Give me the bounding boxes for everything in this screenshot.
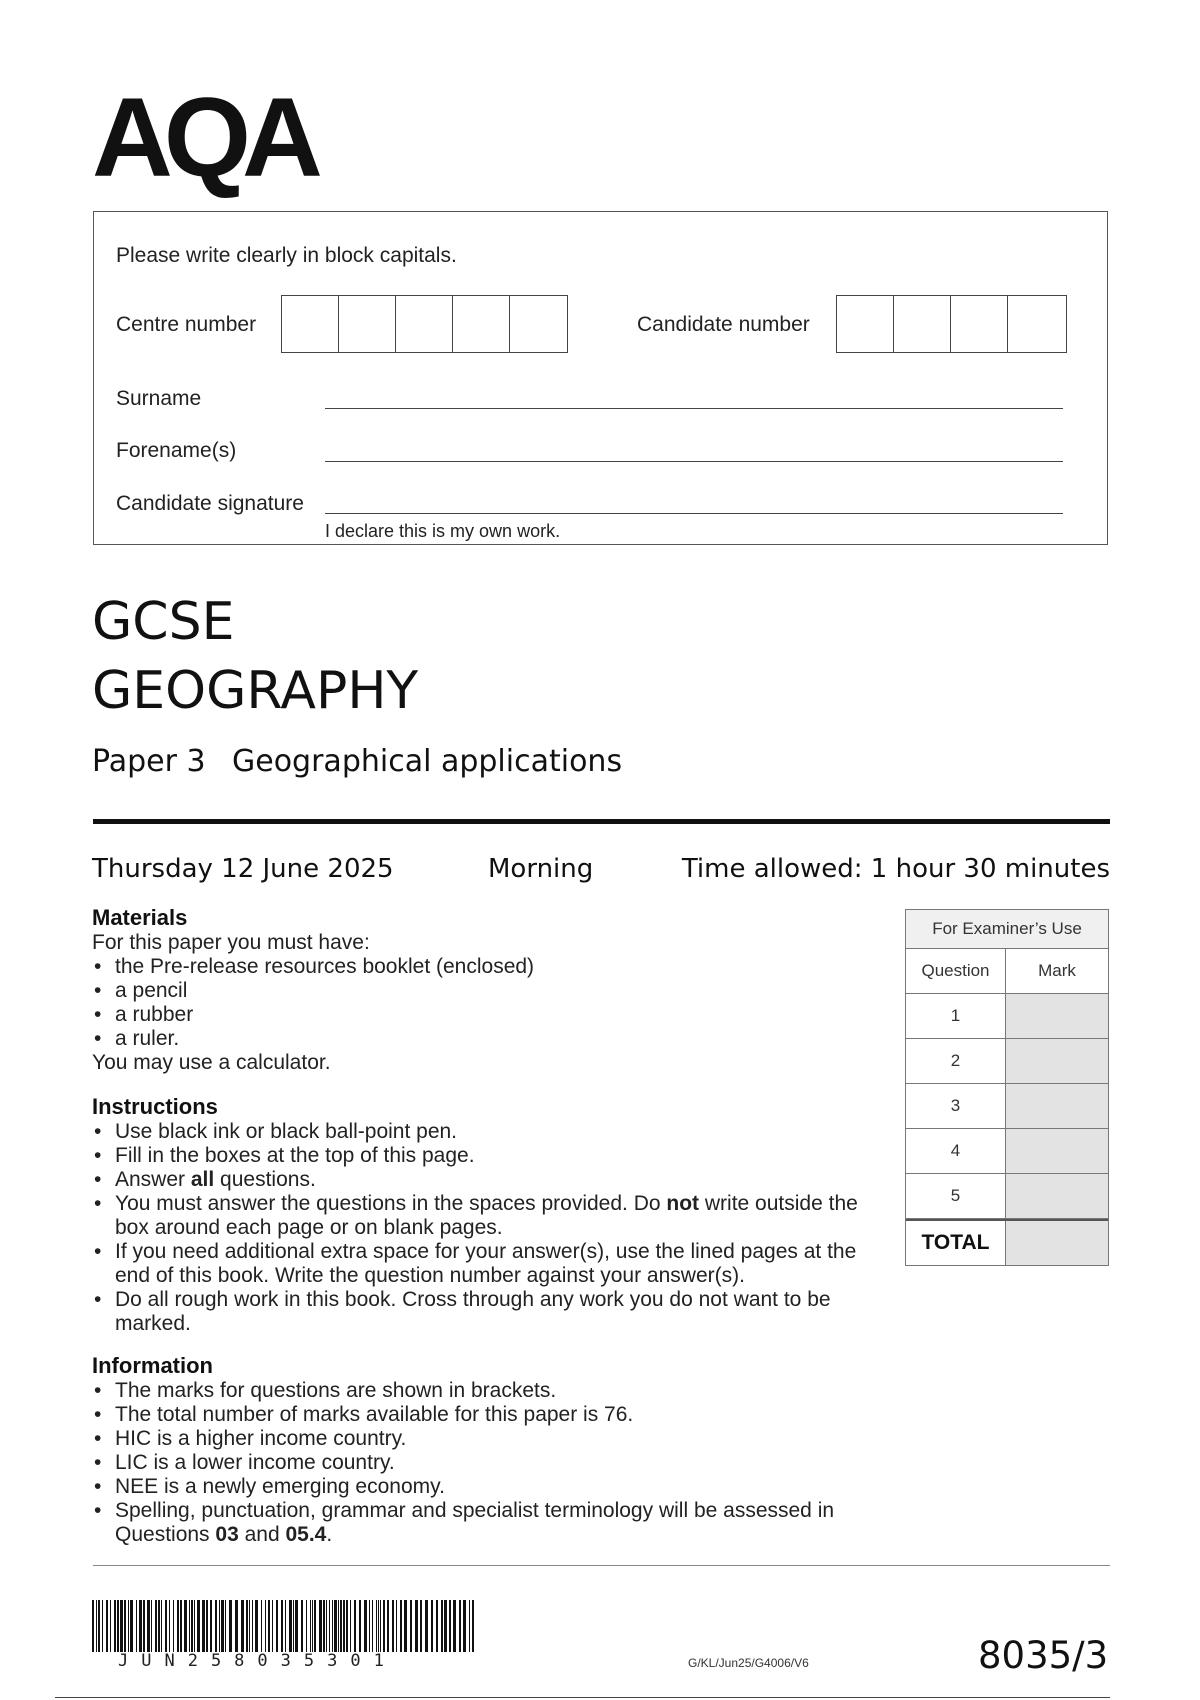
barcode-bar: [106, 1600, 108, 1652]
barcode-bar: [92, 1600, 94, 1652]
barcode-bar: [359, 1600, 361, 1652]
barcode-bar: [350, 1600, 351, 1652]
exam-date: Thursday 12 June 2025: [92, 854, 394, 884]
barcode-bar: [392, 1600, 394, 1652]
barcode-bar: [312, 1600, 313, 1652]
title-divider: [93, 819, 1110, 824]
forenames-field[interactable]: [325, 461, 1063, 462]
barcode-bar: [169, 1600, 170, 1652]
barcode-bar: [449, 1600, 451, 1652]
examiner-table-header-row: [906, 949, 1108, 994]
barcode-bar: [472, 1600, 474, 1652]
barcode-bar: [102, 1600, 103, 1652]
barcode-bar: [453, 1600, 456, 1652]
mark-cell: [1006, 1174, 1108, 1218]
materials-section: [92, 905, 872, 1075]
total-row: [906, 1219, 1108, 1265]
barcode-bar: [334, 1600, 337, 1652]
barcode-bar: [143, 1600, 145, 1652]
list-item: • a pencil: [92, 979, 872, 1003]
paper-title: Geographical applications: [232, 744, 623, 779]
calculator-note: You may use a calculator.: [92, 1051, 331, 1074]
footer-divider: [93, 1565, 1110, 1566]
list-item: • LIC is a lower income country.: [92, 1451, 892, 1475]
list-item: • Spelling, punctuation, grammar and specialist terminology will be assessed in Questions 03 and 05.4.: [92, 1499, 892, 1547]
barcode-bar: [225, 1600, 226, 1652]
barcode-bar: [202, 1600, 205, 1652]
list-item: • Answer all questions.: [92, 1168, 892, 1192]
barcode-bar: [396, 1600, 397, 1652]
qualification-title: GCSE: [92, 592, 235, 652]
barcode-bar: [276, 1600, 278, 1652]
barcode-bar: [158, 1600, 160, 1652]
barcode-bar: [463, 1600, 466, 1652]
materials-list: [92, 955, 872, 1051]
materials-heading: Materials: [92, 905, 188, 930]
barcode-bar: [268, 1600, 270, 1652]
barcode-bar: [301, 1600, 303, 1652]
barcode-bar: [249, 1600, 250, 1652]
barcode-bar: [281, 1600, 283, 1652]
signature-label: Candidate signature: [116, 492, 304, 515]
barcode-bar: [323, 1600, 325, 1652]
barcode-bar: [241, 1600, 244, 1652]
barcode-bar: [310, 1600, 311, 1652]
mark-column-header: Mark: [1038, 961, 1076, 980]
list-item: • If you need additional extra space for your answer(s), use the lined pages at the end of this book. Write the question number against your answer(s).: [92, 1240, 892, 1288]
barcode-bar: [346, 1600, 348, 1652]
information-list: [92, 1379, 892, 1547]
barcode-bar: [206, 1600, 208, 1652]
question-number: 5: [906, 1174, 1006, 1218]
barcode-bar: [340, 1600, 342, 1652]
barcode-bar: [372, 1600, 373, 1652]
barcode-bar: [378, 1600, 379, 1652]
declaration-text: I declare this is my own work.: [325, 521, 561, 541]
barcode-bar: [252, 1600, 253, 1652]
barcode-bar: [177, 1600, 179, 1652]
barcode-bar: [404, 1600, 407, 1652]
barcode-bar: [219, 1600, 220, 1652]
barcode-bar: [425, 1600, 428, 1652]
surname-field[interactable]: [325, 408, 1063, 409]
centre-number-label: Centre number: [116, 313, 257, 336]
information-section: [92, 1353, 892, 1547]
list-item: • Fill in the boxes at the top of this page.: [92, 1144, 892, 1168]
centre-number-digit[interactable]: [453, 296, 510, 352]
barcode-bar: [180, 1600, 182, 1652]
barcode-bar: [235, 1600, 238, 1652]
total-label: TOTAL: [906, 1221, 1006, 1265]
barcode-bar: [293, 1600, 294, 1652]
paper-number: Paper 3: [92, 744, 206, 779]
aqa-logo: AQA: [92, 75, 314, 200]
table-row: [906, 1039, 1108, 1084]
barcode-bar: [295, 1600, 298, 1652]
barcode-bar: [210, 1600, 212, 1652]
list-item: • HIC is a higher income country.: [92, 1427, 892, 1451]
centre-number-digit[interactable]: [510, 296, 567, 352]
candidate-number-digit[interactable]: [951, 296, 1008, 352]
barcode-bar: [364, 1600, 367, 1652]
barcode-bar: [189, 1600, 190, 1652]
page-bottom-line: [55, 1697, 1110, 1698]
barcode-bar: [441, 1600, 443, 1652]
list-item: • a rubber: [92, 1003, 872, 1027]
barcode-bar: [306, 1600, 307, 1652]
barcode-bar: [332, 1600, 333, 1652]
barcode-bar: [265, 1600, 266, 1652]
barcode-bar: [130, 1600, 133, 1652]
barcode-bar: [261, 1600, 262, 1652]
centre-number-digit[interactable]: [339, 296, 396, 352]
exam-session: Morning: [488, 854, 594, 884]
barcode-bar: [319, 1600, 322, 1652]
mark-cell: [1006, 1084, 1108, 1128]
barcode-bar: [369, 1600, 370, 1652]
list-item: • You must answer the questions in the spaces provided. Do not write outside the box around each page or on blank pages.: [92, 1192, 892, 1240]
barcode-bar: [151, 1600, 152, 1652]
barcode-bar: [194, 1600, 195, 1652]
barcode-bar: [120, 1600, 123, 1652]
table-row: [906, 994, 1108, 1039]
barcode-bar: [354, 1600, 356, 1652]
candidate-number-digit[interactable]: [894, 296, 951, 352]
barcode-bar: [326, 1600, 327, 1652]
list-item: • a ruler.: [92, 1027, 872, 1051]
examiner-table-heading: For Examiner’s Use: [906, 910, 1108, 949]
barcode-bar: [124, 1600, 126, 1652]
barcode-bar: [431, 1600, 433, 1652]
barcode-bar: [215, 1600, 217, 1652]
barcode-bar: [289, 1600, 292, 1652]
barcode-bar: [376, 1600, 377, 1652]
question-number: 1: [906, 994, 1006, 1038]
centre-number-digit[interactable]: [396, 296, 453, 352]
document-reference: G/KL/Jun25/G4006/V6: [688, 1656, 809, 1670]
total-mark-cell: [1006, 1221, 1108, 1265]
mark-cell: [1006, 994, 1108, 1038]
barcode-bar: [117, 1600, 119, 1652]
barcode-bar: [98, 1600, 100, 1652]
barcode-bar: [114, 1600, 116, 1652]
list-item: • The total number of marks available for this paper is 76.: [92, 1403, 892, 1427]
barcode-bar: [191, 1600, 193, 1652]
barcode-bar: [338, 1600, 339, 1652]
barcode-bar: [147, 1600, 150, 1652]
question-column-header: Question: [906, 949, 1006, 993]
candidate-number-label: Candidate number: [637, 313, 810, 336]
barcode-bar: [165, 1600, 167, 1652]
barcode-bar: [420, 1600, 422, 1652]
barcode-bar: [383, 1600, 385, 1652]
barcode-bar: [410, 1600, 412, 1652]
forenames-label: Forename(s): [116, 439, 237, 462]
barcode-bar: [139, 1600, 142, 1652]
centre-number-digit[interactable]: [282, 296, 339, 352]
barcode-bar: [128, 1600, 129, 1652]
time-allowed: Time allowed: 1 hour 30 minutes: [681, 854, 1110, 884]
examiner-use-table: [905, 909, 1109, 1266]
barcode-bar: [343, 1600, 345, 1652]
barcode-bar: [380, 1600, 381, 1652]
mark-cell: [1006, 1039, 1108, 1083]
barcode-bar: [197, 1600, 200, 1652]
barcode-bar: [314, 1600, 316, 1652]
table-row: [906, 1174, 1108, 1219]
barcode-bar: [272, 1600, 273, 1652]
barcode-bar: [415, 1600, 418, 1652]
table-row: [906, 1129, 1108, 1174]
barcode-bar: [469, 1600, 470, 1652]
mark-cell: [1006, 1129, 1108, 1173]
centre-number-boxes[interactable]: [281, 295, 568, 353]
subject-title: GEOGRAPHY: [92, 661, 419, 721]
barcode-bar: [387, 1600, 389, 1652]
information-heading: Information: [92, 1353, 213, 1378]
instructions-section: [92, 1094, 892, 1336]
block-capitals-instruction: Please write clearly in block capitals.: [116, 244, 457, 267]
barcode-bar: [285, 1600, 286, 1652]
paper-code: 8035/3: [978, 1634, 1109, 1677]
list-item: • The marks for questions are shown in brackets.: [92, 1379, 892, 1403]
barcode-bar: [459, 1600, 461, 1652]
candidate-number-boxes[interactable]: [836, 295, 1067, 353]
barcode-bar: [329, 1600, 330, 1652]
candidate-number-digit[interactable]: [1008, 296, 1065, 352]
list-item: • Use black ink or black ball-point pen.: [92, 1120, 892, 1144]
barcode-bar: [161, 1600, 162, 1652]
barcode-bar: [110, 1600, 111, 1652]
instructions-heading: Instructions: [92, 1094, 218, 1119]
list-item: • Do all rough work in this book. Cross through any work you do not want to be marked.: [92, 1288, 892, 1336]
barcode-bar: [229, 1600, 232, 1652]
list-item: • NEE is a newly emerging economy.: [92, 1475, 892, 1499]
barcode-bar: [173, 1600, 174, 1652]
materials-intro: For this paper you must have:: [92, 931, 370, 954]
barcode-bar: [155, 1600, 157, 1652]
question-number: 2: [906, 1039, 1006, 1083]
question-number: 3: [906, 1084, 1006, 1128]
barcode: [92, 1600, 476, 1652]
barcode-number: JUN258035301: [118, 1651, 397, 1671]
barcode-bar: [400, 1600, 402, 1652]
table-row: [906, 1084, 1108, 1129]
signature-field[interactable]: [325, 513, 1063, 514]
barcode-bar: [444, 1600, 447, 1652]
barcode-bar: [96, 1600, 97, 1652]
candidate-number-digit[interactable]: [837, 296, 894, 352]
surname-label: Surname: [116, 387, 202, 410]
barcode-bar: [184, 1600, 187, 1652]
barcode-bar: [136, 1600, 137, 1652]
barcode-bar: [436, 1600, 438, 1652]
barcode-bar: [255, 1600, 258, 1652]
instructions-list: [92, 1120, 892, 1336]
question-number: 4: [906, 1129, 1006, 1173]
list-item: • the Pre-release resources booklet (enclosed): [92, 955, 872, 979]
barcode-bar: [246, 1600, 248, 1652]
barcode-bar: [221, 1600, 224, 1652]
